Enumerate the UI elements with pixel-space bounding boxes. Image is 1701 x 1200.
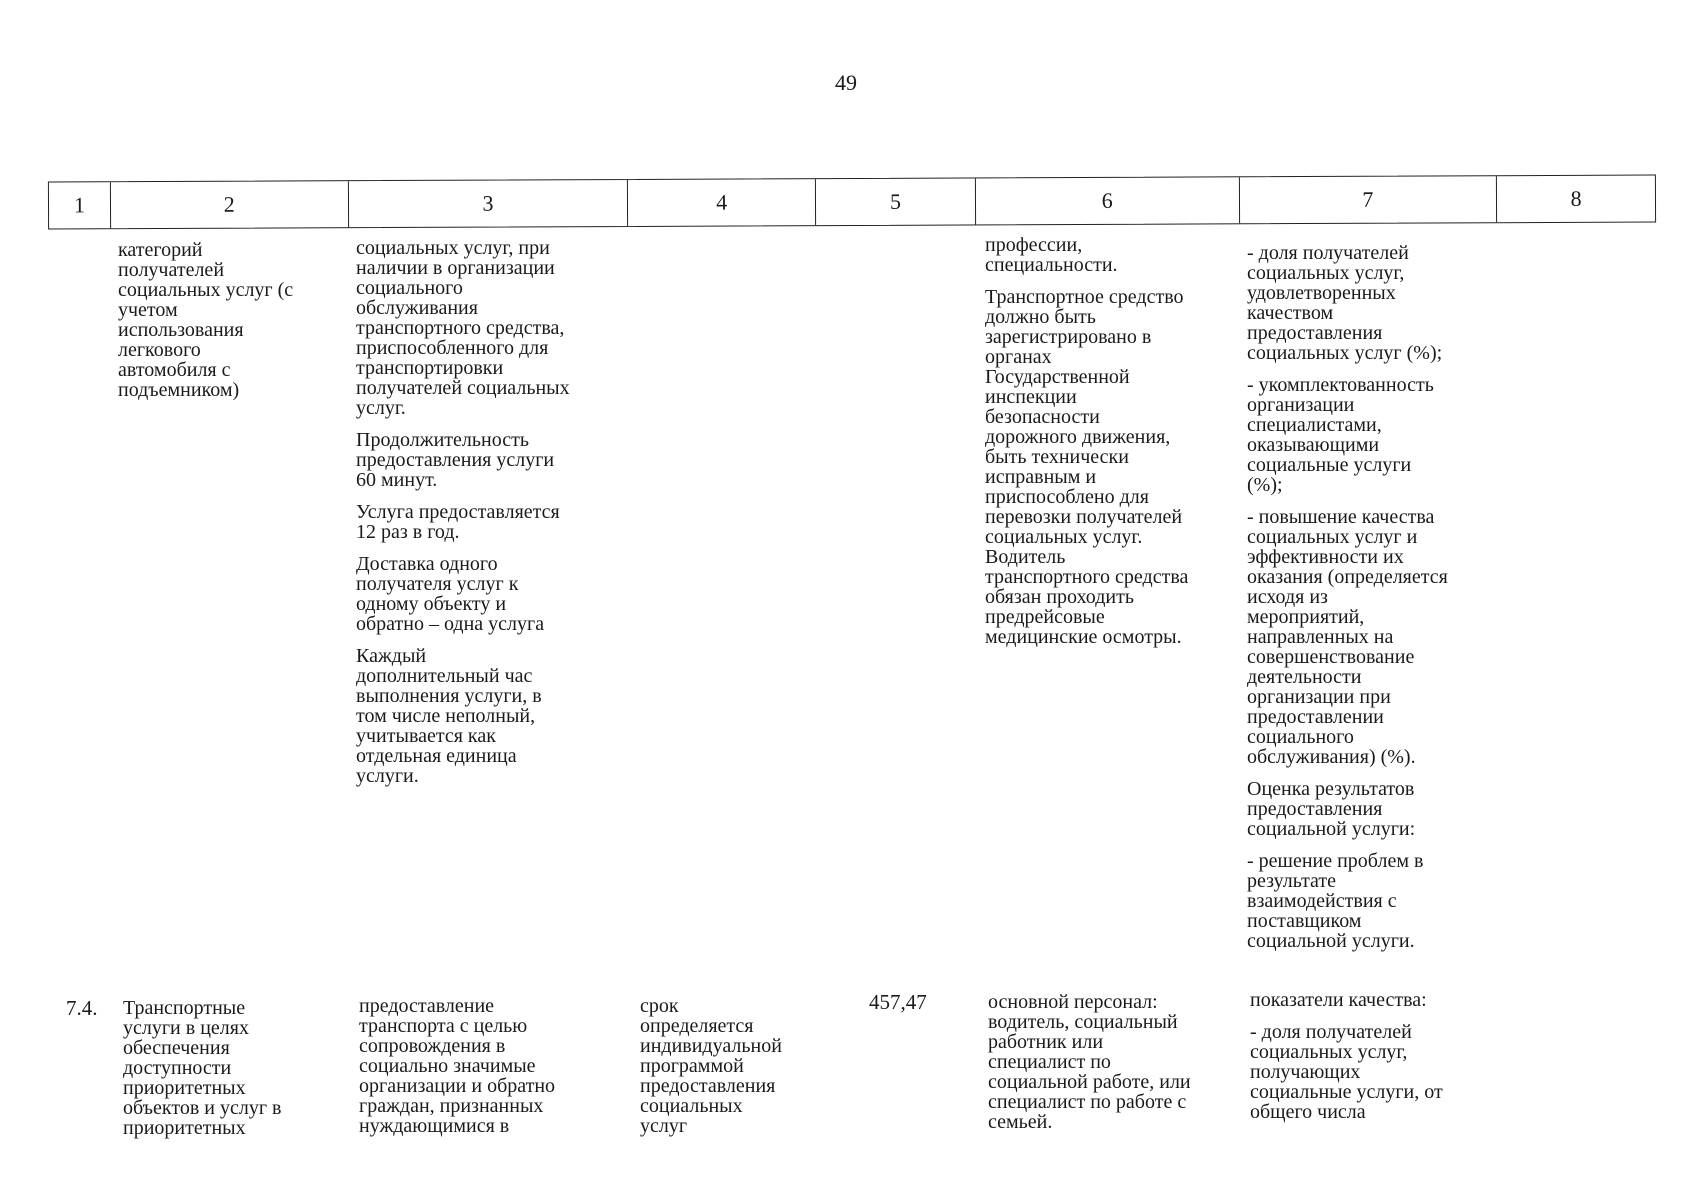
cell-paragraph: - укомплектованность организации специалистами, оказывающими социальные услуги (%); (1247, 374, 1434, 496)
cell-paragraph: - решение проблем в результате взаимодействия с поставщиком социальной услуги. (1247, 850, 1424, 952)
cell-paragraph: Каждый дополнительный час выполнения услуги, в том числе неполный, учитывается как отдельная единица услуги. (356, 645, 542, 787)
continued-row-col6 (985, 235, 1245, 659)
row-7-4-col4 (640, 996, 825, 1148)
cell-text: срок определяется индивидуальной программой предоставления социальных услуг (640, 995, 782, 1137)
row-7-4-col6 (988, 992, 1248, 1144)
row-7-4-col3 (359, 996, 634, 1148)
row-7-4-col2 (123, 998, 348, 1150)
cell-paragraph: Транспортное средство должно быть зарегистрировано в органах Государственной инспекции безопасности дорожного движения, быть технически исправным и приспособлено для перевозки получателей социальных услуг. Водитель транспортного средства обязан проходить предрейсовые медицинские осмотры. (985, 286, 1189, 648)
header-col-1: 1 (49, 182, 111, 228)
price-value: 457,47 (869, 990, 927, 1014)
cell-paragraph: Доставка одного получателя услуг к одному объекту и обратно – одна услуга (356, 553, 545, 635)
cell-paragraph: - доля получателей социальных услуг, удовлетворенных качеством предоставления социальных услуг (%); (1247, 242, 1443, 364)
continued-row-col3 (356, 238, 631, 798)
cell-paragraph: - доля получателей социальных услуг, получающих социальные услуги, от общего числа (1250, 1021, 1443, 1123)
header-col-7: 7 (1239, 176, 1497, 223)
page-number: 49 (835, 70, 857, 95)
header-col-3: 3 (349, 180, 629, 227)
cell-paragraph: Оценка результатов предоставления социальной услуги: (1247, 778, 1416, 840)
cell-paragraph: Продолжительность предоставления услуги 60 минут. (356, 429, 555, 491)
continued-row-col7 (1247, 243, 1507, 963)
row-number: 7.4. (66, 996, 98, 1020)
cell-paragraph: Услуга предоставляется 12 раз в год. (356, 501, 560, 543)
header-col-5: 5 (816, 178, 976, 225)
continued-row-col2 (118, 240, 343, 412)
cell-text: основной персонал: водитель, социальный работник или специалист по социальной работе, или специалист по работе с семьей. (988, 991, 1191, 1133)
header-col-6: 6 (976, 177, 1240, 224)
cell-paragraph: показатели качества: (1250, 989, 1427, 1011)
header-col-2: 2 (111, 181, 349, 228)
cell-text: предоставление транспорта с целью сопровождения в социально значимые организации и обратно граждан, признанных нуждающимися в (359, 995, 556, 1137)
cell-paragraph: - повышение качества социальных услуг и эффективности их оказания (определяется исходя из мероприятий, направленных на совершенствование деятельности организации при предоставлении социального обслуживания) (%). (1247, 506, 1448, 768)
header-col-8: 8 (1570, 185, 1582, 211)
table-header-row (48, 174, 1656, 229)
cell-text: Транспортные услуги в целях обеспечения доступности приоритетных объектов и услуг в приоритетных (123, 997, 282, 1139)
row-7-4-col7 (1250, 990, 1510, 1134)
header-col-4: 4 (628, 179, 816, 226)
cell-paragraph: социальных услуг, при наличии в организации социального обслуживания транспортного средства, приспособленного для транспортировки получателей социальных услуг. (356, 237, 570, 419)
cell-text: категорий получателей социальных услуг (с учетом использования легкового автомобиля с подъемником) (118, 239, 294, 401)
cell-paragraph: профессии, специальности. (985, 234, 1118, 276)
